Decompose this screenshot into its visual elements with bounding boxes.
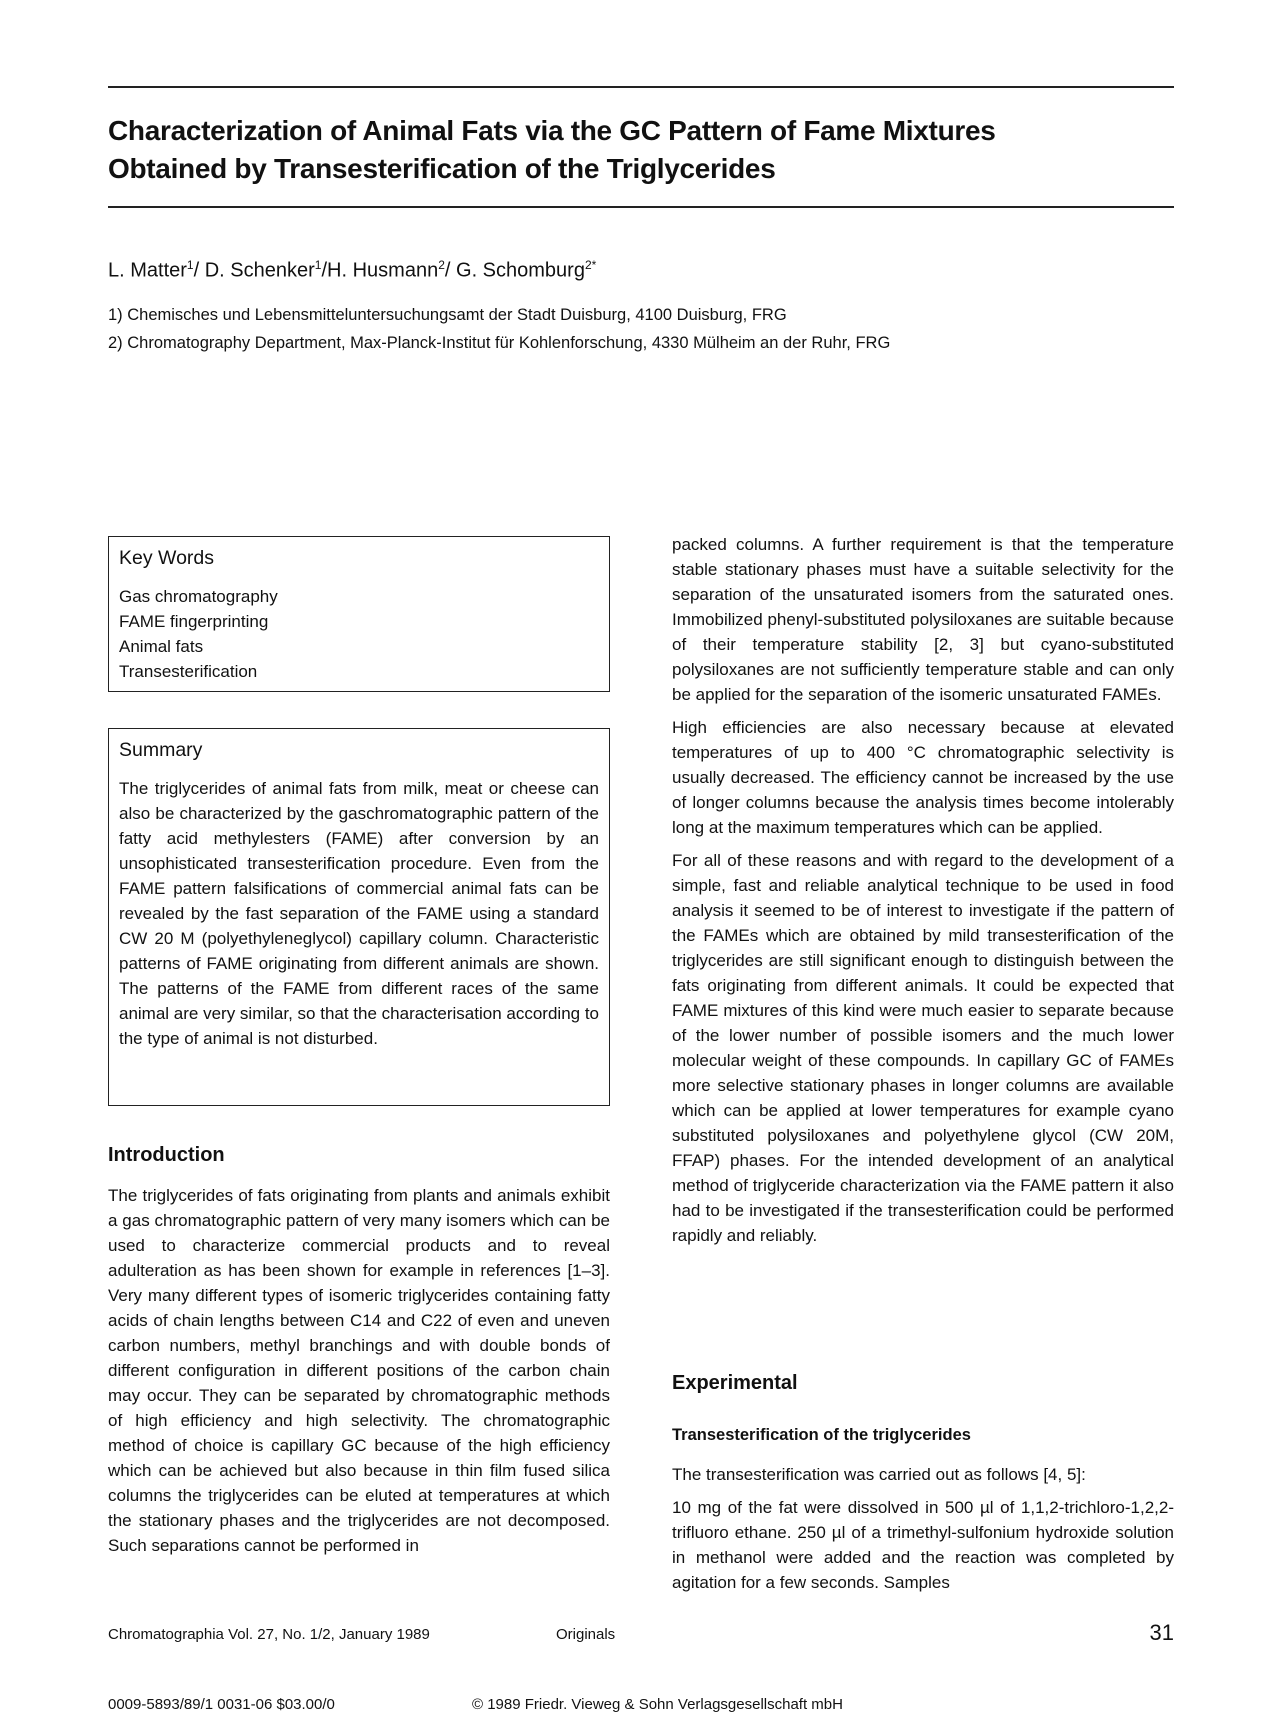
keyword-item: Transesterification: [119, 662, 258, 681]
author-list: L. Matter$^1$/ D. Schenker$^1$/H. Husmann$^2$/ G. Schomburg$^{2*}$: [108, 258, 597, 282]
body-paragraph: For all of these reasons and with regard to the development of a simple, fast and reliable analytical technique to be used in food analysis it seemed to be of interest to investigate if the pattern of the FAMEs which are obtained by mild transesterification of the triglycerides are still significant enough to distinguish between the fats originating from different animals. It could be expected that FAME mixtures of this kind were much easier to separate because of the lower number of possible isomers and the much lower molecular weight of these compounds. In capillary GC of FAMEs more selective stationary phases in longer columns are available which can be applied at lower temperatures for example cyano substituted polysiloxanes and polyethylene glycol (CW 20M, FFAP) phases. For the intended development of an analytical method of triglyceride characterization via the FAME pattern it also had to be investigated if the transesterification could be performed rapidly and reliably.: [672, 851, 1174, 1245]
top-rule: [108, 86, 1174, 88]
introduction-heading: Introduction: [108, 1144, 225, 1166]
author-affil-marker: 1: [314, 258, 322, 272]
body-paragraph: packed columns. A further requirement is that the temperature stable stationary phases must have a suitable selectivity for the separation of the unsaturated isomers from the saturated ones. Immobilized phenyl-substituted polysiloxanes are suitable because of their temperature stability [2, 3] but cyano-substituted polysiloxanes are not sufficiently temperature stable and can only be applied for the separation of the isomeric unsaturated FAMEs.: [672, 535, 1174, 704]
section-label: Originals: [556, 1626, 616, 1643]
summary-heading: Summary: [119, 739, 203, 761]
body-paragraph: 10 mg of the fat were dissolved in 500 µl of 1,1,2-trichloro-1,2,2-trifluoro ethane. 250 µl of a trimethyl-sulfonium hydroxide solution in methanol were added and the reaction was completed by agitation for a few seconds. Samples: [672, 1498, 1174, 1592]
experimental-subheading: Transesterification of the triglycerides: [672, 1426, 971, 1444]
introduction-column: [108, 1183, 610, 1566]
author-affil-marker: 2*: [584, 258, 597, 272]
experimental-heading: Experimental: [672, 1372, 798, 1394]
affiliation-2: 2) Chromatography Department, Max-Planck-Institut für Kohlenforschung, 4330 Mülheim an der Ruhr, FRG: [108, 334, 891, 352]
author-name: D. Schenker: [204, 259, 315, 282]
affiliation-1: 1) Chemisches und Lebensmitteluntersuchungsamt der Stadt Duisburg, 4100 Duisburg, FRG: [108, 306, 787, 324]
author-affil-marker: 2: [438, 258, 445, 272]
keyword-item: Animal fats: [119, 637, 204, 656]
title-line-1: Characterization of Animal Fats via the GC Pattern of Fame Mixtures: [108, 115, 996, 146]
keywords-heading: Key Words: [119, 547, 215, 569]
author-name: H. Husmann: [327, 259, 439, 282]
journal-citation: Chromatographia Vol. 27, No. 1/2, January 1989: [108, 1626, 430, 1643]
body-paragraph: High efficiencies are also necessary because at elevated temperatures of up to 400 °C chromatographic selectivity is usually decreased. The efficiency cannot be increased by the use of longer columns because the analysis times become intolerably long at the maximum temperatures which can be applied.: [672, 718, 1174, 837]
body-paragraph: The transesterification was carried out as follows [4, 5]:: [672, 1465, 1086, 1484]
paper-title: [108, 112, 1168, 188]
copyright: © 1989 Friedr. Vieweg & Sohn Verlagsgesellschaft mbH: [472, 1696, 843, 1713]
title-line-2: Obtained by Transesterification of the Triglycerides: [108, 153, 776, 184]
author-name: G. Schomburg: [456, 259, 585, 282]
introduction-text: The triglycerides of fats originating from plants and animals exhibit a gas chromatographic pattern of very many isomers which can be used to characterize commercial products and to reveal adulteration as has been shown for example in references [1–3]. Very many different types of isomeric triglycerides containing fatty acids of chain lengths between C14 and C22 of even and uneven carbon numbers, methyl branchings and with double bonds of different configuration in different positions of the carbon chain may occur. They can be separated by chromatographic methods of high efficiency and high selectivity. The chromatographic method of choice is capillary GC because of the high efficiency which can be achieved but also because in thin film fused silica columns the triglycerides can be eluted at temperatures at which the stationary phases and the triglycerides are not decomposed. Such separations cannot be performed in: [108, 1186, 610, 1555]
page-number: 31: [1149, 1620, 1174, 1645]
summary-text: The triglycerides of animal fats from milk, meat or cheese can also be characterized by the gaschromatographic pattern of the fatty acid methylesters (FAME) after conversion by an unsophisticated transesterification procedure. Even from the FAME pattern falsifications of commercial animal fats can be revealed by the fast separation of the FAME using a standard CW 20 M (polyethyleneglycol) capillary column. Characteristic patterns of FAME originating from different animals are shown. The patterns of the FAME from different races of the same animal are very similar, so that the characterisation according to the type of animal is not disturbed.: [119, 779, 600, 1048]
article-code: 0009-5893/89/1 0031-06 $03.00/0: [108, 1696, 335, 1713]
title-bottom-rule: [108, 206, 1174, 208]
experimental-column: [672, 1462, 1174, 1603]
author-name: L. Matter: [108, 259, 187, 282]
keywords-box: [108, 536, 610, 692]
summary-box: [108, 728, 610, 1106]
right-column: [672, 532, 1174, 1256]
author-affil-marker: 1: [186, 258, 194, 272]
keyword-item: Gas chromatography: [119, 587, 278, 606]
keyword-item: FAME fingerprinting: [119, 612, 269, 631]
